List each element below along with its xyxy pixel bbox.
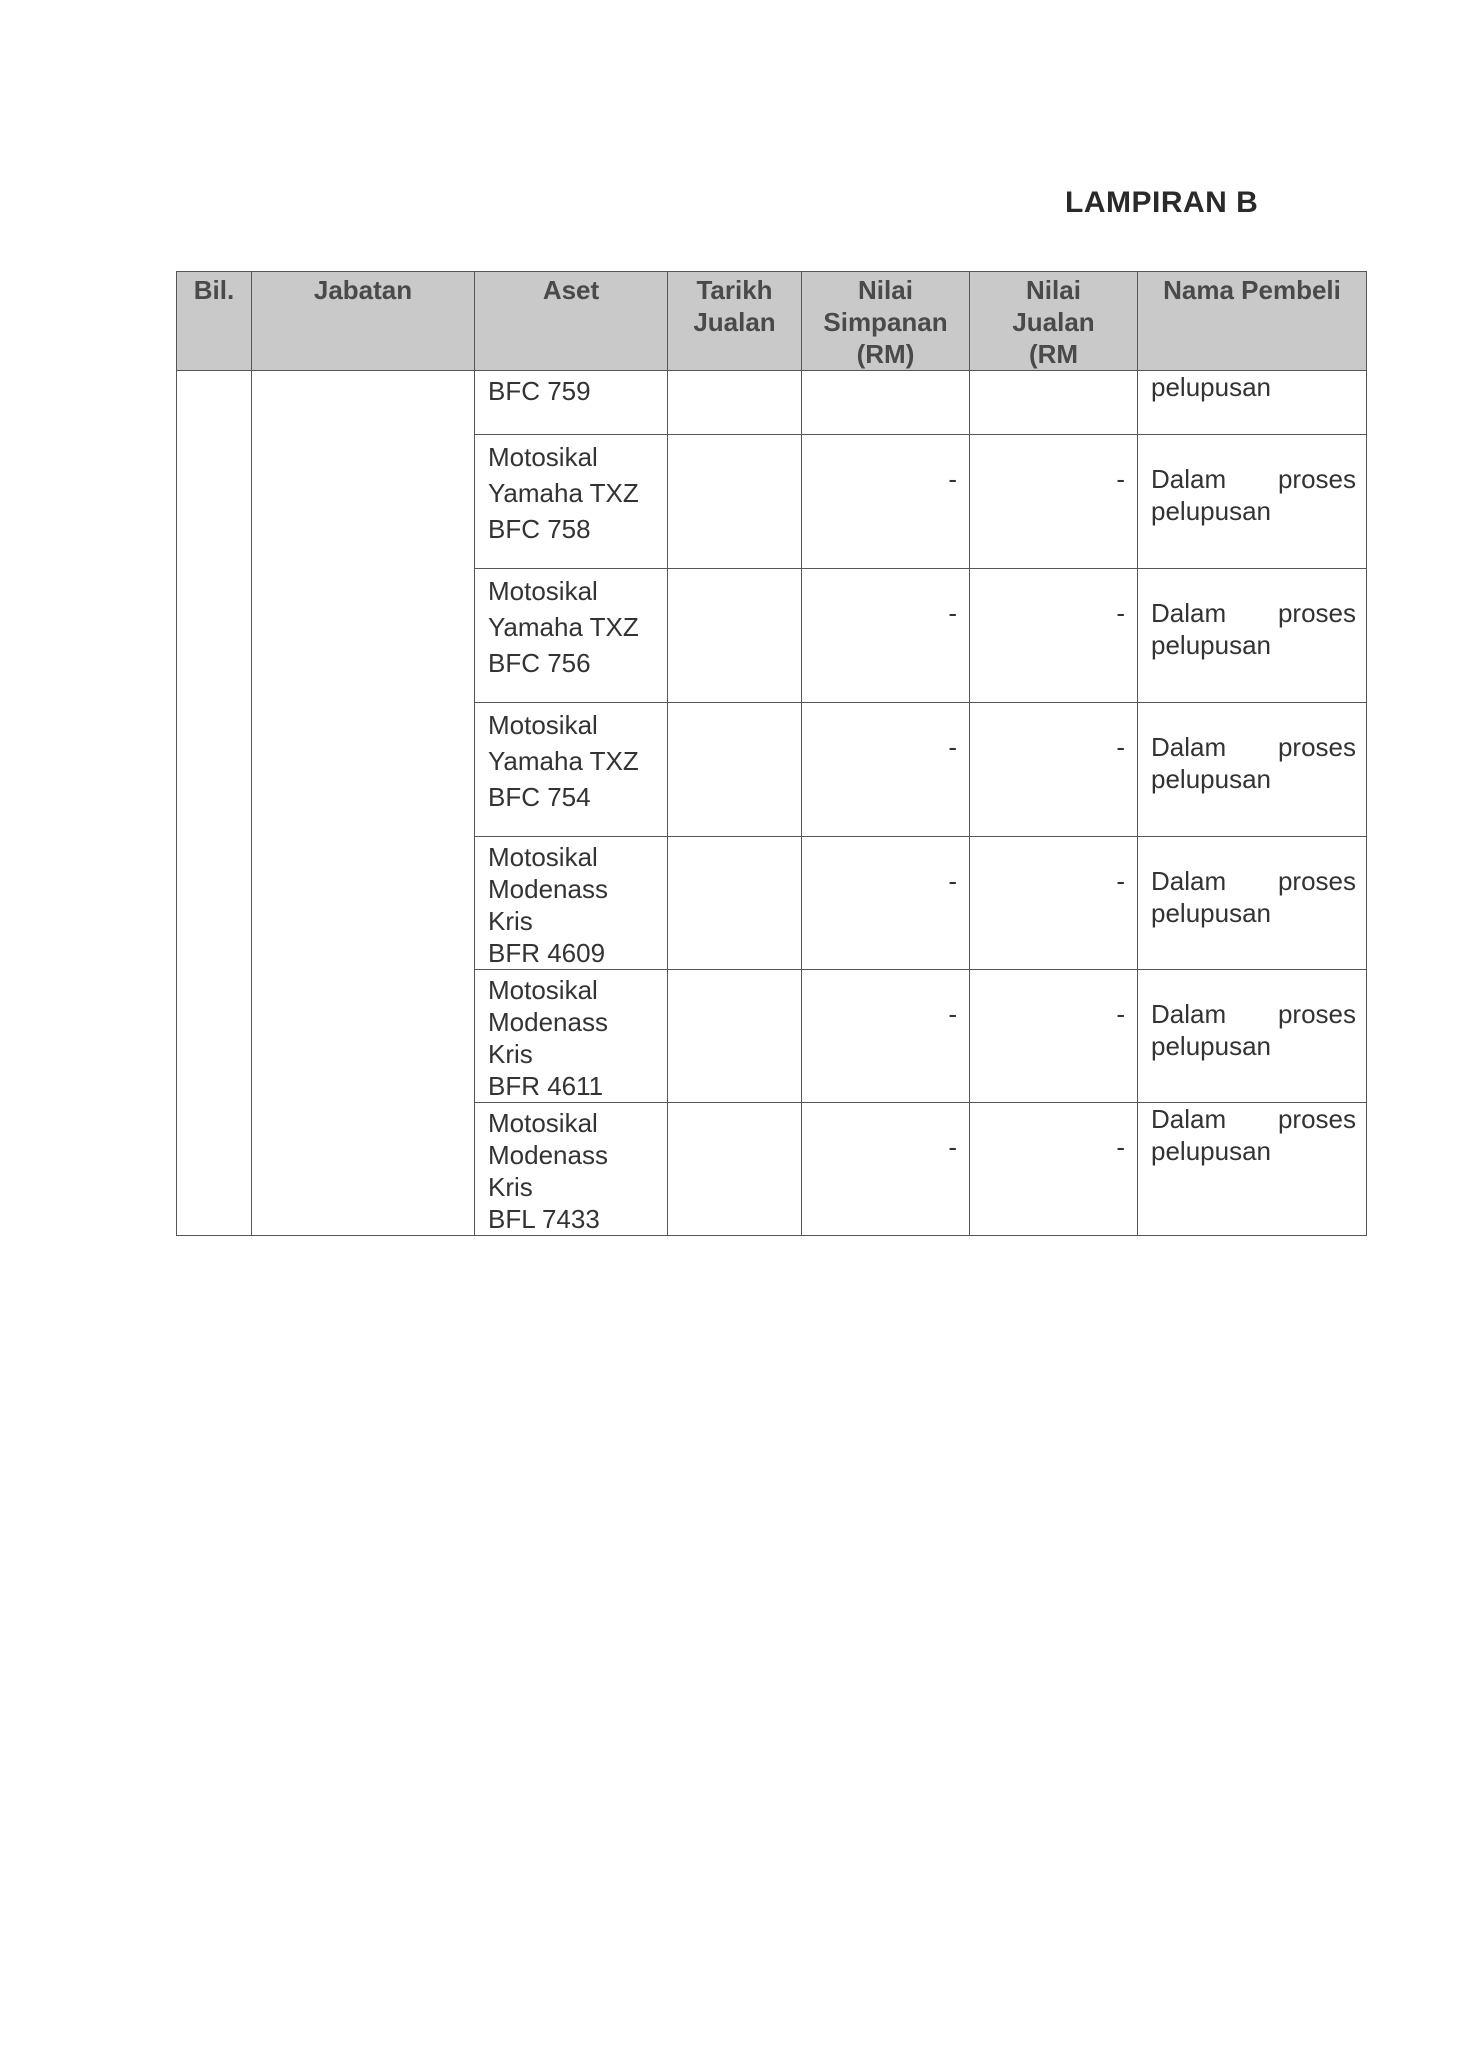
nama-line: pelupusan: [1151, 496, 1271, 526]
aset-line: BFC 759: [488, 376, 591, 406]
nama-line: Dalam proses: [1151, 464, 1356, 494]
header-line: Nilai: [858, 275, 913, 305]
aset-cell: [475, 371, 668, 435]
header-aset: Aset: [475, 272, 668, 371]
nama-line: Dalam proses: [1151, 1104, 1356, 1134]
aset-cell: [475, 970, 668, 1103]
nilai-jualan-cell: -: [970, 435, 1138, 569]
header-jabatan: Jabatan: [252, 272, 475, 371]
aset-line: Yamaha TXZ: [488, 746, 639, 776]
aset-line: BFR 4609: [488, 938, 606, 968]
aset-line: BFR 4611: [488, 1071, 604, 1101]
aset-cell: [475, 435, 668, 569]
nama-line: Dalam proses: [1151, 999, 1356, 1029]
aset-line: Motosikal: [488, 442, 598, 472]
jabatan-cell: [252, 371, 475, 1236]
aset-cell: [475, 837, 668, 970]
header-bil: Bil.: [177, 272, 252, 371]
nama-line: pelupusan: [1151, 764, 1271, 794]
nilai-simpanan-cell: [802, 371, 970, 435]
aset-line: Kris: [488, 1039, 533, 1069]
table-header-row: [177, 272, 1367, 371]
aset-line: Motosikal: [488, 975, 598, 1005]
nama-line: pelupusan: [1151, 1136, 1271, 1166]
tarikh-jualan-cell: [668, 970, 802, 1103]
aset-line: Motosikal: [488, 842, 598, 872]
header-nilai-jualan: [970, 272, 1138, 371]
nilai-jualan-cell: -: [970, 837, 1138, 970]
nilai-jualan-cell: -: [970, 703, 1138, 837]
tarikh-jualan-cell: [668, 371, 802, 435]
nilai-simpanan-cell: -: [802, 703, 970, 837]
aset-line: BFC 754: [488, 782, 591, 812]
nama-pembeli-cell: [1138, 371, 1367, 435]
aset-line: BFC 758: [488, 514, 591, 544]
aset-line: Modenass: [488, 1007, 608, 1037]
aset-cell: [475, 1103, 668, 1236]
nama-line: Dalam proses: [1151, 732, 1356, 762]
header-line: Nilai: [1026, 275, 1081, 305]
aset-line: Motosikal: [488, 1108, 598, 1138]
nilai-simpanan-cell: -: [802, 569, 970, 703]
header-nilai-simpanan: [802, 272, 970, 371]
nama-line: pelupusan: [1151, 1031, 1271, 1061]
header-line: Simpanan: [823, 307, 948, 337]
page-title: LAMPIRAN B: [1065, 186, 1259, 219]
nama-line: Dalam proses: [1151, 598, 1356, 628]
nama-pembeli-cell: [1138, 1103, 1367, 1236]
bil-cell: [177, 371, 252, 1236]
header-line: Jualan: [693, 307, 776, 337]
header-tarikh-jualan: [668, 272, 802, 371]
nilai-jualan-cell: -: [970, 569, 1138, 703]
aset-cell: [475, 569, 668, 703]
aset-line: Motosikal: [488, 710, 598, 740]
nilai-jualan-cell: -: [970, 970, 1138, 1103]
aset-line: BFC 756: [488, 648, 591, 678]
header-line: Jualan: [1012, 307, 1095, 337]
nama-line: Dalam proses: [1151, 866, 1356, 896]
tarikh-jualan-cell: [668, 703, 802, 837]
header-nama-pembeli: Nama Pembeli: [1138, 272, 1367, 371]
tarikh-jualan-cell: [668, 1103, 802, 1236]
asset-disposal-table: [176, 271, 1367, 1236]
tarikh-jualan-cell: [668, 569, 802, 703]
nama-line: pelupusan: [1151, 630, 1271, 660]
tarikh-jualan-cell: [668, 435, 802, 569]
nama-line: pelupusan: [1151, 898, 1271, 928]
aset-line: Yamaha TXZ: [488, 612, 639, 642]
nama-pembeli-cell: [1138, 837, 1367, 970]
aset-line: Kris: [488, 1172, 533, 1202]
nama-pembeli-cell: [1138, 970, 1367, 1103]
aset-line: Modenass: [488, 874, 608, 904]
aset-line: Motosikal: [488, 576, 598, 606]
nama-pembeli-cell: [1138, 435, 1367, 569]
nama-pembeli-cell: [1138, 703, 1367, 837]
nilai-simpanan-cell: -: [802, 970, 970, 1103]
aset-line: Modenass: [488, 1140, 608, 1170]
aset-cell: [475, 703, 668, 837]
nama-line: pelupusan: [1151, 372, 1271, 402]
aset-line: Kris: [488, 906, 533, 936]
nilai-simpanan-cell: -: [802, 1103, 970, 1236]
header-line: (RM: [1028, 339, 1079, 369]
nilai-jualan-cell: -: [970, 1103, 1138, 1236]
tarikh-jualan-cell: [668, 837, 802, 970]
nama-pembeli-cell: [1138, 569, 1367, 703]
nilai-simpanan-cell: -: [802, 435, 970, 569]
nilai-jualan-cell: [970, 371, 1138, 435]
aset-line: BFL 7433: [488, 1204, 600, 1234]
table-row: [177, 371, 1367, 435]
nilai-simpanan-cell: -: [802, 837, 970, 970]
aset-line: Yamaha TXZ: [488, 478, 639, 508]
header-line: Tarikh: [696, 275, 773, 305]
header-line: (RM): [856, 339, 915, 369]
